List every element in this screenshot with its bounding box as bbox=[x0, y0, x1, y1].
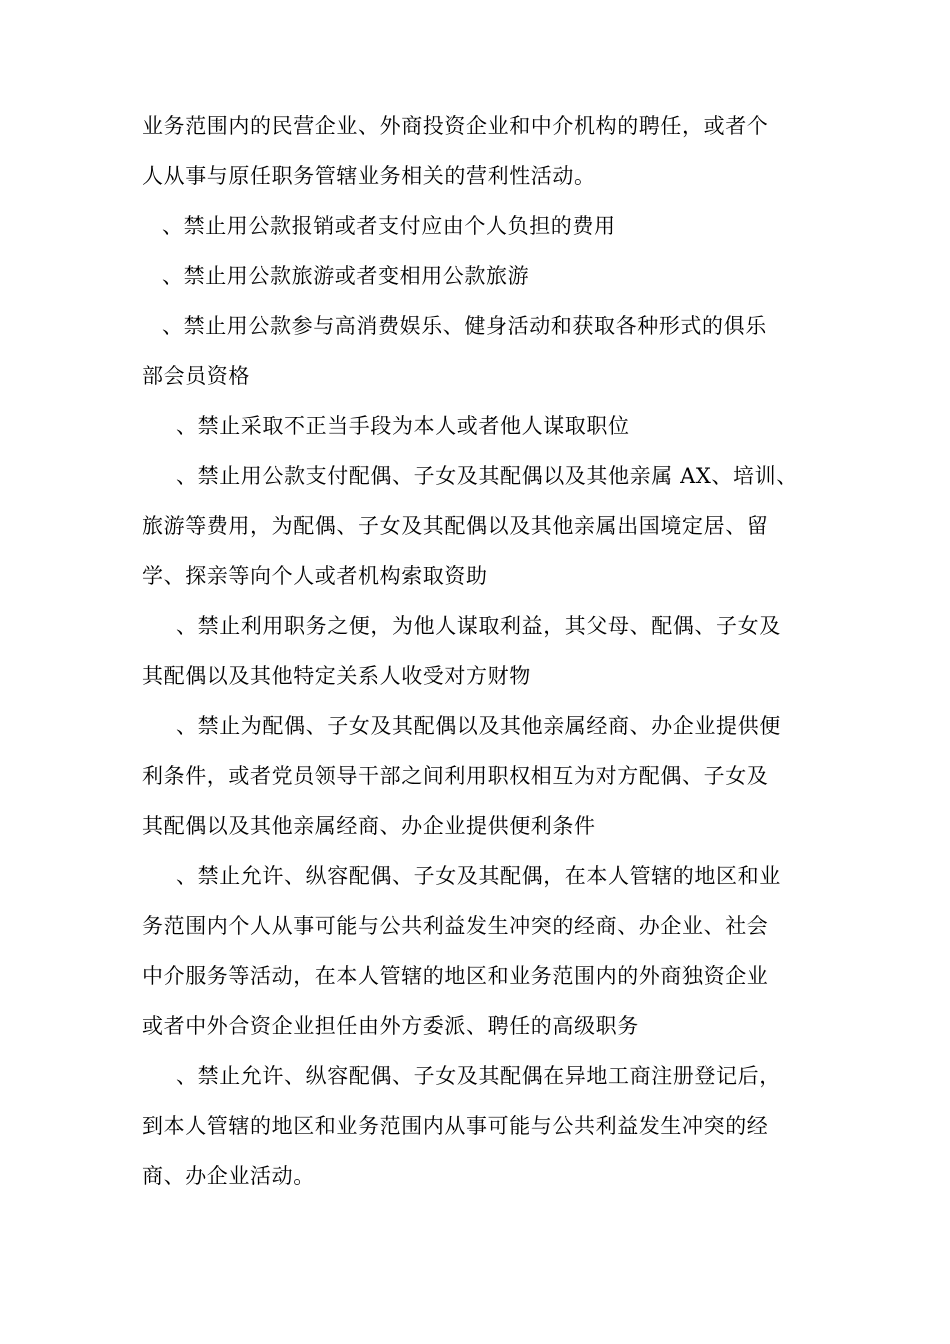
text-line: 、禁止利用职务之便，为他人谋取利益，其父母、配偶、子女及 bbox=[176, 614, 781, 638]
text-line: 到本人管辖的地区和业务范围内从事可能与公共利益发生冲突的经 bbox=[142, 1114, 769, 1138]
text-line: 学、探亲等向个人或者机构索取资助 bbox=[142, 564, 488, 588]
text-line: 其配偶以及其他亲属经商、办企业提供便利条件 bbox=[142, 814, 596, 838]
text-line: 业务范围内的民营企业、外商投资企业和中介机构的聘任，或者个 bbox=[142, 114, 769, 138]
text-line: 、禁止允许、纵容配偶、子女及其配偶在异地工商注册登记后， bbox=[176, 1064, 781, 1088]
text-line: 、禁止用公款报销或者支付应由个人负担的费用 bbox=[162, 214, 616, 238]
text-line: 旅游等费用，为配偶、子女及其配偶以及其他亲属出国境定居、留 bbox=[142, 514, 769, 538]
text-line: 、禁止为配偶、子女及其配偶以及其他亲属经商、办企业提供便 bbox=[176, 714, 781, 738]
text-line: 商、办企业活动。 bbox=[142, 1164, 315, 1188]
text-line: 人从事与原任职务管辖业务相关的营利性活动。 bbox=[142, 164, 596, 188]
text-line: 、禁止采取不正当手段为本人或者他人谋取职位 bbox=[176, 414, 630, 438]
text-line: 、禁止用公款旅游或者变相用公款旅游 bbox=[162, 264, 530, 288]
text-line: 、禁止允许、纵容配偶、子女及其配偶，在本人管辖的地区和业 bbox=[176, 864, 781, 888]
text-line: 或者中外合资企业担任由外方委派、聘任的高级职务 bbox=[142, 1014, 639, 1038]
text-line: 利条件，或者党员领导干部之间利用职权相互为对方配偶、子女及 bbox=[142, 764, 769, 788]
text-line: 、禁止用公款支付配偶、子女及其配偶以及其他亲属 AX、培训、 bbox=[176, 464, 798, 488]
text-line: 务范围内个人从事可能与公共利益发生冲突的经商、办企业、社会 bbox=[142, 914, 769, 938]
text-line: 其配偶以及其他特定关系人收受对方财物 bbox=[142, 664, 531, 688]
text-line: 部会员资格 bbox=[142, 364, 250, 388]
text-line: 中介服务等活动，在本人管辖的地区和业务范围内的外商独资企业 bbox=[142, 964, 769, 988]
text-line: 、禁止用公款参与高消费娱乐、健身活动和获取各种形式的俱乐 bbox=[162, 314, 767, 338]
